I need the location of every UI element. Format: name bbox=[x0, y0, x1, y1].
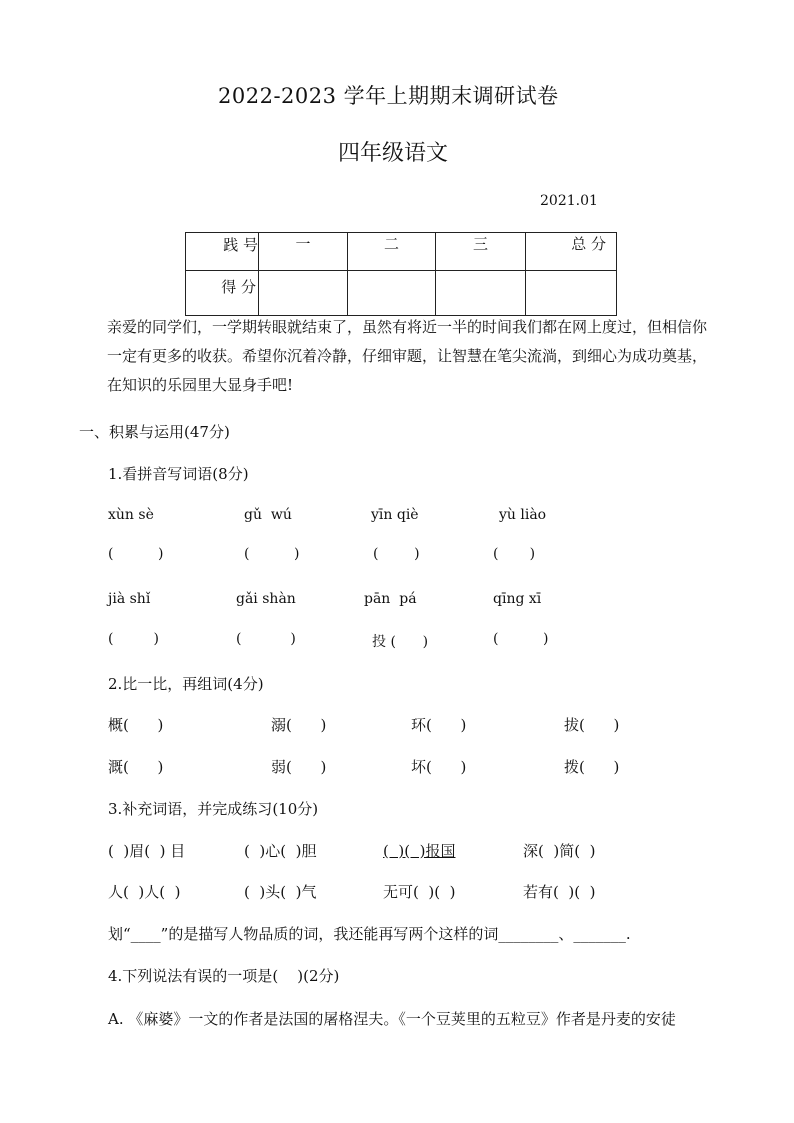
q1-blank-3[interactable]: ( ) bbox=[373, 546, 420, 562]
score-cell-score-label: 得 分 bbox=[186, 271, 259, 316]
score-table bbox=[185, 232, 617, 316]
q1-blank-2[interactable]: ( ) bbox=[244, 546, 300, 562]
exam-date: 2021.01 bbox=[540, 193, 598, 209]
q1-pinyin-4: yù liào bbox=[499, 507, 547, 523]
exam-title: 2022-2023 学年上期期末调研试卷 bbox=[218, 84, 559, 108]
q2-item-7[interactable]: 坏( ) bbox=[411, 758, 467, 776]
q2-item-1[interactable]: 概( ) bbox=[108, 716, 164, 734]
q1-pinyin-6: gǎi shàn bbox=[236, 591, 296, 607]
intro-paragraph: 亲爱的同学们，一学期转眼就结束了，虽然有将近一半的时间我们都在网上度过，但相信你一定有更多的收获。希望你沉着冷静，仔细审题，让智慧在笔尖流淌，到细心为成功奠基，在知识的乐园里大显身手吧! bbox=[107, 318, 708, 394]
section-1-heading: 一、积累与运用(47分) bbox=[79, 423, 230, 441]
score-cell-label: 践 号 bbox=[186, 233, 259, 271]
q3-fill-line[interactable]: 划“____”的是描写人物品质的词，我还能再写两个这样的词________、_______. bbox=[108, 925, 631, 943]
q1-blank-7[interactable]: 投 ( ) bbox=[372, 634, 429, 650]
score-input-section-3[interactable] bbox=[436, 271, 526, 316]
q1-blank-5[interactable]: ( ) bbox=[108, 631, 159, 647]
exam-subtitle: 四年级语文 bbox=[338, 141, 449, 166]
q3-idiom-7[interactable]: 无可( )( ) bbox=[383, 883, 456, 901]
q3-idiom-2[interactable]: ( )心( )胆 bbox=[244, 842, 317, 860]
q2-item-5[interactable]: 溉( ) bbox=[108, 758, 164, 776]
score-cell-section-1: 一 bbox=[259, 233, 348, 271]
q2-title: 2.比一比，再组词(4分) bbox=[108, 675, 264, 693]
q2-item-2[interactable]: 溺( ) bbox=[271, 716, 327, 734]
score-input-section-2[interactable] bbox=[348, 271, 436, 316]
q2-item-6[interactable]: 弱( ) bbox=[271, 758, 327, 776]
q1-pinyin-3: yīn qiè bbox=[371, 507, 419, 523]
q3-idiom-5[interactable]: 人( )人( ) bbox=[108, 883, 181, 901]
q4-title: 4.下列说法有误的一项是( )(2分) bbox=[108, 967, 340, 985]
q1-blank-8[interactable]: ( ) bbox=[493, 631, 549, 647]
score-cell-section-2: 二 bbox=[348, 233, 436, 271]
q3-title: 3.补充词语，并完成练习(10分) bbox=[108, 800, 319, 818]
score-cell-section-3: 三 bbox=[436, 233, 526, 271]
q1-pinyin-2: gǔ wú bbox=[244, 507, 292, 523]
q1-blank-4[interactable]: ( ) bbox=[493, 546, 536, 562]
score-input-section-1[interactable] bbox=[259, 271, 348, 316]
q1-pinyin-7: pān pá bbox=[364, 591, 417, 607]
score-cell-total: 总 分 bbox=[526, 233, 617, 271]
q1-title: 1.看拼音写词语(8分) bbox=[108, 465, 249, 483]
q3-idiom-8[interactable]: 若有( )( ) bbox=[523, 883, 596, 901]
q2-item-3[interactable]: 环( ) bbox=[411, 716, 467, 734]
score-table-header-row bbox=[186, 233, 617, 271]
q2-item-4[interactable]: 拔( ) bbox=[564, 716, 620, 734]
q3-idiom-3-underlined[interactable]: ( )( )报国 bbox=[383, 842, 456, 860]
q3-idiom-6[interactable]: ( )头( )气 bbox=[244, 883, 317, 901]
q1-blank-6[interactable]: ( ) bbox=[236, 631, 296, 647]
score-table-score-row bbox=[186, 271, 617, 316]
q1-pinyin-1: xùn sè bbox=[108, 507, 154, 523]
q2-item-8[interactable]: 拨( ) bbox=[564, 758, 620, 776]
q3-idiom-4[interactable]: 深( )简( ) bbox=[523, 842, 596, 860]
q1-pinyin-8: qīng xī bbox=[493, 591, 542, 607]
q1-blank-1[interactable]: ( ) bbox=[108, 546, 164, 562]
q1-pinyin-5: jià shǐ bbox=[108, 591, 151, 607]
q4-option-a[interactable]: A. 《麻婆》一文的作者是法国的屠格涅夫。《一个豆荚里的五粒豆》作者是丹麦的安徒 bbox=[108, 1010, 676, 1028]
score-input-total[interactable] bbox=[526, 271, 617, 316]
q3-idiom-1[interactable]: ( )眉( ) 目 bbox=[108, 842, 186, 860]
